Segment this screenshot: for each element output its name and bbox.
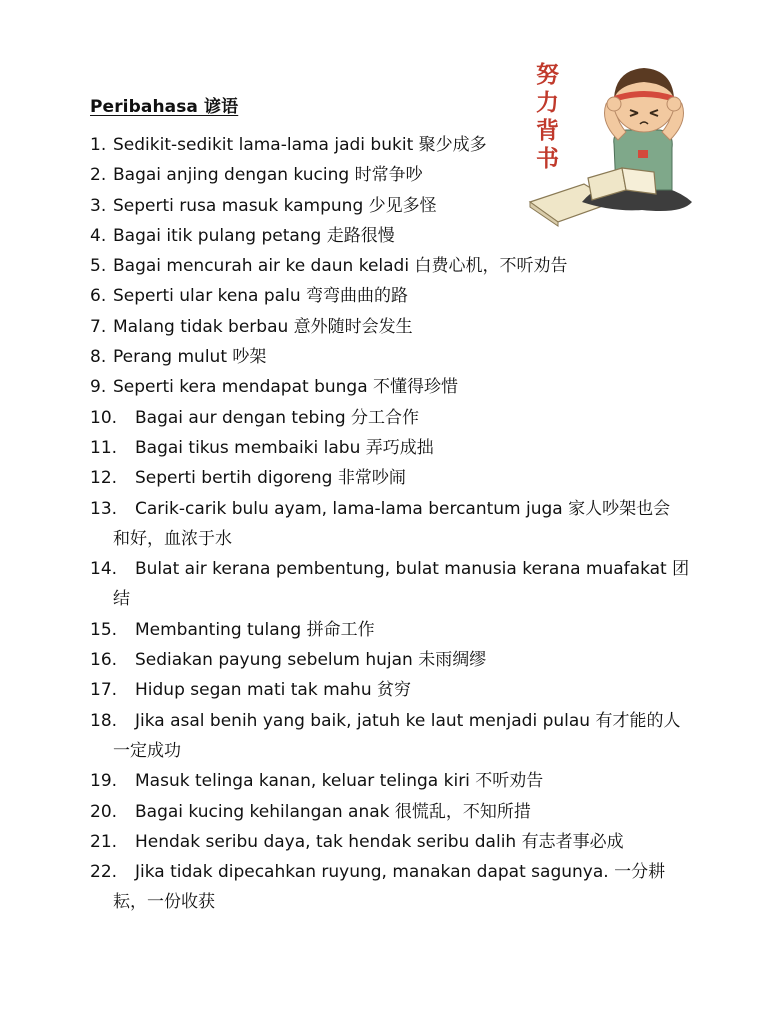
list-item <box>90 706 690 767</box>
list-item <box>90 130 690 160</box>
item-text: Bagai kucing kehilangan anak 很慌乱，不知所措 <box>135 801 531 822</box>
item-number: 13. <box>90 498 118 519</box>
list-item <box>90 221 690 251</box>
peribahasa-list <box>90 130 690 918</box>
item-number: 11. <box>90 437 118 458</box>
item-number: 7. <box>90 316 107 337</box>
item-text: Seperti rusa masuk kampung 少见多怪 <box>113 195 437 216</box>
item-text: Sedikit-sedikit lama-lama jadi bukit 聚少成多 <box>113 135 487 155</box>
list-item <box>90 494 690 555</box>
list-item <box>90 433 690 463</box>
item-text: Perang mulut 吵架 <box>113 347 267 368</box>
item-text: Masuk telinga kanan, keluar telinga kiri 不听劝告 <box>135 771 544 792</box>
item-text: Seperti ular kena palu 弯弯曲曲的路 <box>113 286 408 307</box>
item-number: 4. <box>90 225 107 246</box>
item-number: 20. <box>90 801 118 822</box>
list-item <box>90 281 690 311</box>
list-item <box>90 403 690 433</box>
list-item <box>90 797 690 827</box>
item-text-continuation: 一定成功 <box>113 740 181 761</box>
illustration-char-1: 努 <box>536 62 559 88</box>
item-number: 10. <box>90 407 118 428</box>
item-number: 12. <box>90 468 118 489</box>
item-text: Membanting tulang 拼命工作 <box>135 619 375 640</box>
list-item <box>90 615 690 645</box>
item-number: 14. <box>90 559 118 580</box>
item-text: Hidup segan mati tak mahu 贫穷 <box>135 680 412 701</box>
item-number: 22. <box>90 862 118 883</box>
list-item <box>90 312 690 342</box>
item-text-continuation: 结 <box>113 589 130 610</box>
item-number: 6. <box>90 286 107 307</box>
list-item <box>90 675 690 705</box>
item-text: Jika asal benih yang baik, jatuh ke laut menjadi pulau 有才能的人 <box>135 710 681 731</box>
item-text: Bulat air kerana pembentung, bulat manusia kerana muafakat 团 <box>135 559 690 580</box>
list-item <box>90 251 690 281</box>
illustration-char-2: 力 <box>536 90 559 116</box>
item-number: 2. <box>90 165 107 186</box>
list-item <box>90 191 690 221</box>
item-text: Seperti bertih digoreng 非常吵闹 <box>135 468 406 489</box>
list-item <box>90 766 690 796</box>
list-item <box>90 554 690 615</box>
list-item <box>90 342 690 372</box>
illustration-char-4: 书 <box>536 146 559 172</box>
item-text: Carik-carik bulu ayam, lama-lama bercantum juga 家人吵架也会 <box>135 498 671 519</box>
list-item <box>90 160 690 190</box>
item-text: Bagai anjing dengan kucing 时常争吵 <box>113 165 423 186</box>
list-item <box>90 372 690 402</box>
item-text: Jika tidak dipecahkan ruyung, manakan dapat sagunya. 一分耕 <box>135 862 666 883</box>
item-number: 21. <box>90 831 118 852</box>
item-number: 1. <box>90 135 107 155</box>
item-number: 8. <box>90 347 107 368</box>
item-number: 3. <box>90 195 107 216</box>
illustration-char-3: 背 <box>536 118 559 144</box>
item-text: Bagai aur dengan tebing 分工合作 <box>135 407 420 428</box>
list-item <box>90 857 690 918</box>
item-text: Sediakan payung sebelum hujan 未雨绸缪 <box>135 650 487 671</box>
item-number: 19. <box>90 771 118 792</box>
page-title: Peribahasa 谚语 <box>90 97 239 117</box>
item-number: 9. <box>90 377 107 398</box>
item-number: 18. <box>90 710 118 731</box>
item-text: Bagai tikus membaiki labu 弄巧成拙 <box>135 437 434 458</box>
item-number: 16. <box>90 650 118 671</box>
item-text: Bagai mencurah air ke daun keladi 白费心机，不听劝告 <box>113 256 568 277</box>
item-number: 5. <box>90 256 107 277</box>
item-text: Seperti kera mendapat bunga 不懂得珍惜 <box>113 377 459 398</box>
item-text-continuation: 耘，一份收获 <box>113 892 215 913</box>
item-number: 17. <box>90 680 118 701</box>
item-text-continuation: 和好，血浓于水 <box>113 528 232 549</box>
list-item <box>90 463 690 493</box>
list-item <box>90 827 690 857</box>
item-text: Bagai itik pulang petang 走路很慢 <box>113 225 395 246</box>
list-item <box>90 645 690 675</box>
item-text: Hendak seribu daya, tak hendak seribu dalih 有志者事必成 <box>135 831 624 852</box>
item-text: Malang tidak berbau 意外随时会发生 <box>113 316 413 337</box>
item-number: 15. <box>90 619 118 640</box>
